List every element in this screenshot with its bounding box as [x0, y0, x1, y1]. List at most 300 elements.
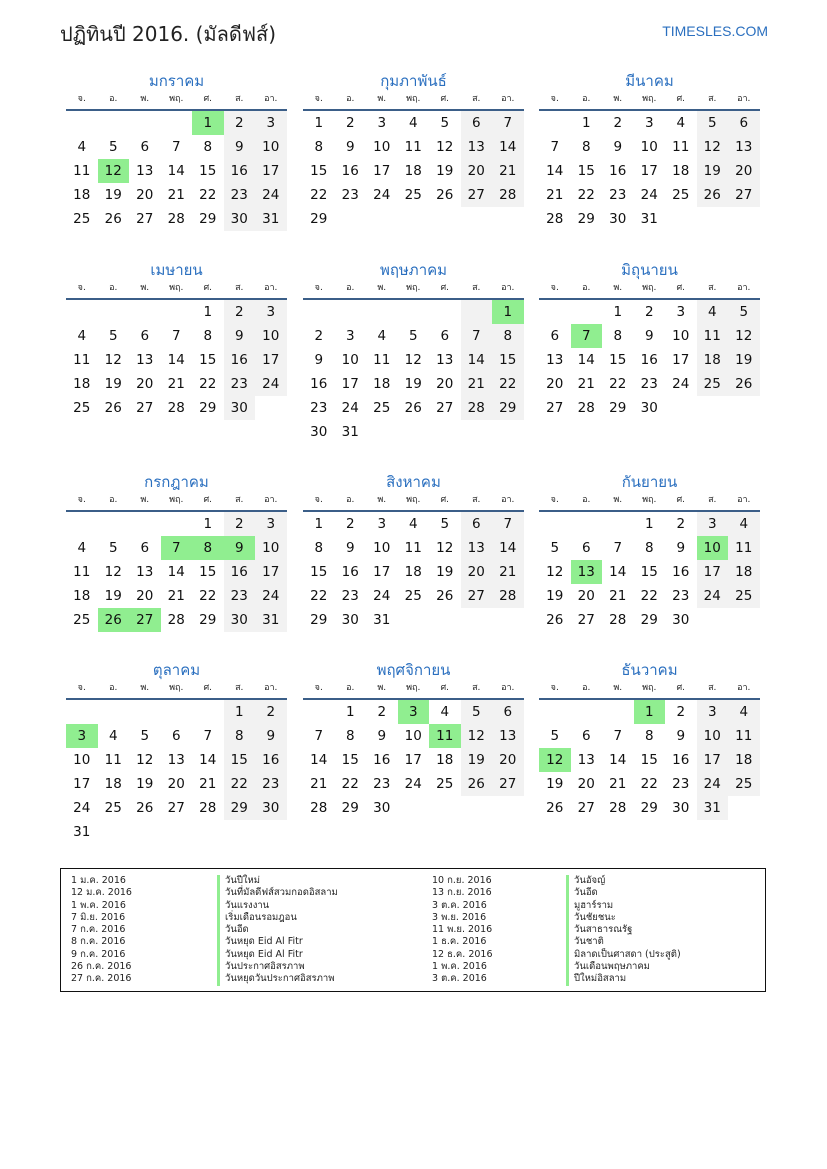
day-cell: 19	[104, 187, 122, 203]
day-cell: 7	[203, 728, 213, 744]
day-cell: 9	[314, 352, 324, 368]
day-cell: 18	[373, 376, 391, 392]
day-cell: 18	[73, 187, 91, 203]
weekday-header	[303, 494, 524, 512]
weekday-label: พฤ.	[642, 283, 657, 293]
legend-names-left	[217, 875, 338, 986]
legend-date: 8 ก.ค. 2016	[71, 936, 126, 948]
day-cell: 1	[644, 516, 654, 532]
day-cell: 2	[676, 516, 686, 532]
empty-cell	[129, 512, 161, 536]
legend-holiday-name: วันชาติ	[566, 936, 681, 948]
empty-cell	[66, 512, 98, 536]
day-cell: 5	[461, 700, 493, 724]
weekday-label: ศ.	[203, 683, 213, 693]
day-cell: 8	[203, 328, 213, 344]
day-cell: 1	[314, 115, 324, 131]
weekday-label: ส.	[708, 283, 717, 293]
day-cell: 22	[640, 776, 658, 792]
day-cell: 24	[697, 584, 729, 608]
day-cell: 1	[203, 516, 213, 532]
weekday-header	[539, 93, 760, 111]
weekday-label: พ.	[377, 94, 387, 104]
day-cell: 18	[73, 376, 91, 392]
day-cell: 30	[640, 400, 658, 416]
weekday-label: จ.	[314, 683, 323, 693]
day-cell: 21	[199, 776, 217, 792]
day-cell: 28	[167, 211, 185, 227]
day-cell: 5	[440, 516, 450, 532]
legend-date: 1 พ.ค. 2016	[432, 961, 487, 973]
weekday-label: ส.	[472, 495, 481, 505]
day-cell: 13	[436, 352, 454, 368]
weekday-label: ศ.	[203, 94, 213, 104]
day-cell: 4	[77, 540, 87, 556]
day-cell: 27	[436, 400, 454, 416]
day-cell: 4	[77, 328, 87, 344]
day-cell: 13	[492, 724, 524, 748]
day-cell: 14	[492, 135, 524, 159]
day-cell: 15	[199, 352, 217, 368]
day-cell: 17	[255, 348, 287, 372]
day-cell: 15	[609, 352, 627, 368]
day-cell: 2	[644, 304, 654, 320]
weekday-label: ศ.	[440, 283, 450, 293]
day-cell: 11	[728, 536, 760, 560]
day-cell: 25	[672, 187, 690, 203]
weekday-header	[303, 93, 524, 111]
day-cell: 14	[546, 163, 564, 179]
weekday-label: พฤ.	[642, 683, 657, 693]
weekday-header	[66, 682, 287, 700]
day-cell: 24	[672, 376, 690, 392]
day-cell: 13	[546, 352, 564, 368]
day-cell: 29	[224, 796, 256, 820]
month-block	[66, 71, 287, 231]
weekday-label: อา.	[501, 94, 515, 104]
day-cell: 15	[199, 564, 217, 580]
month-block	[66, 472, 287, 632]
holiday-legend	[60, 868, 766, 992]
month-name: พฤษภาคม	[379, 261, 448, 279]
day-cell: 20	[136, 588, 154, 604]
legend-date: 7 มิ.ย. 2016	[71, 911, 126, 923]
day-cell: 14	[609, 752, 627, 768]
day-cell: 19	[697, 159, 729, 183]
day-cell: 20	[136, 187, 154, 203]
day-cell: 7	[171, 328, 181, 344]
day-cell: 31	[373, 612, 391, 628]
day-cell: 1	[192, 111, 224, 135]
day-cell: 11	[73, 163, 91, 179]
day-cell: 11	[404, 540, 422, 556]
day-cell: 24	[73, 800, 91, 816]
day-cell: 23	[224, 372, 256, 396]
day-cell: 20	[577, 588, 595, 604]
day-cell: 1	[224, 700, 256, 724]
day-cell: 8	[224, 724, 256, 748]
weekday-label: อ.	[582, 683, 591, 693]
day-cell: 23	[373, 776, 391, 792]
weekday-label: พ.	[377, 683, 387, 693]
empty-cell	[602, 512, 634, 536]
weekday-label: อ.	[582, 283, 591, 293]
day-cell: 22	[199, 588, 217, 604]
day-cell: 22	[492, 372, 524, 396]
day-cell: 9	[644, 328, 654, 344]
legend-date: 27 ก.ค. 2016	[71, 973, 132, 985]
legend-date: 12 ธ.ค. 2016	[432, 948, 493, 960]
empty-cell	[602, 700, 634, 724]
weekday-label: พ.	[377, 495, 387, 505]
day-cell: 3	[697, 512, 729, 536]
weekday-label: พ.	[613, 683, 623, 693]
day-cell: 16	[609, 163, 627, 179]
day-cell: 16	[672, 752, 690, 768]
legend-date: 9 ก.ค. 2016	[71, 948, 126, 960]
legend-date: 1 ธ.ค. 2016	[432, 936, 487, 948]
day-cell: 4	[697, 300, 729, 324]
weekday-header	[539, 494, 760, 512]
weekday-label: อา.	[501, 495, 515, 505]
weekday-label: ศ.	[203, 283, 213, 293]
day-cell: 29	[577, 211, 595, 227]
month-name: มีนาคม	[625, 72, 674, 90]
weekday-label: อ.	[109, 495, 118, 505]
day-cell: 10	[341, 352, 359, 368]
weekday-label: จ.	[314, 495, 323, 505]
day-cell: 16	[224, 159, 256, 183]
day-cell: 24	[373, 187, 391, 203]
day-cell: 11	[73, 352, 91, 368]
day-cell: 8	[192, 536, 224, 560]
day-cell: 5	[440, 115, 450, 131]
day-cell: 7	[314, 728, 324, 744]
day-cell: 15	[310, 564, 328, 580]
weekday-label: จ.	[550, 94, 559, 104]
weekday-label: พ.	[613, 94, 623, 104]
day-cell: 6	[461, 512, 493, 536]
day-cell: 20	[546, 376, 564, 392]
day-cell: 27	[136, 400, 154, 416]
day-cell: 28	[167, 400, 185, 416]
weekday-label: จ.	[550, 683, 559, 693]
day-cell: 8	[613, 328, 623, 344]
day-cell: 26	[104, 211, 122, 227]
day-cell: 3	[377, 516, 387, 532]
brand-link[interactable]: TIMESLES.COM	[662, 23, 768, 39]
day-cell: 6	[581, 540, 591, 556]
day-cell: 4	[440, 704, 450, 720]
day-cell: 2	[676, 704, 686, 720]
day-cell: 10	[404, 728, 422, 744]
day-cell: 2	[224, 300, 256, 324]
day-cell: 2	[345, 516, 355, 532]
day-cell: 30	[224, 396, 256, 420]
weekday-label: จ.	[550, 495, 559, 505]
day-cell: 2	[345, 115, 355, 131]
month-name: กรกฎาคม	[144, 473, 209, 491]
day-cell: 6	[440, 328, 450, 344]
day-cell: 25	[404, 588, 422, 604]
month-block	[66, 660, 287, 844]
weekday-header	[66, 282, 287, 300]
weekday-label: พฤ.	[169, 94, 184, 104]
day-cell: 17	[697, 560, 729, 584]
day-cell: 5	[108, 139, 118, 155]
empty-cell	[129, 300, 161, 324]
day-cell: 9	[255, 724, 287, 748]
weekday-label: อา.	[737, 94, 751, 104]
day-cell: 14	[199, 752, 217, 768]
day-cell: 23	[255, 772, 287, 796]
day-cell: 1	[581, 115, 591, 131]
day-cell: 19	[104, 376, 122, 392]
weekday-label: อ.	[346, 94, 355, 104]
empty-cell	[303, 300, 335, 324]
day-cell: 3	[66, 724, 98, 748]
day-cell: 30	[341, 612, 359, 628]
day-cell: 18	[404, 163, 422, 179]
legend-date: 3 ต.ค. 2016	[432, 973, 487, 985]
day-cell: 31	[255, 207, 287, 231]
weekday-label: พฤ.	[169, 283, 184, 293]
day-cell: 3	[255, 300, 287, 324]
day-cell: 30	[373, 800, 391, 816]
weekday-label: ศ.	[440, 683, 450, 693]
day-cell: 17	[255, 159, 287, 183]
day-cell: 23	[672, 776, 690, 792]
legend-date: 13 ก.ย. 2016	[432, 887, 492, 899]
day-cell: 18	[104, 776, 122, 792]
day-cell: 6	[140, 139, 150, 155]
day-cell: 22	[199, 187, 217, 203]
day-cell: 26	[404, 400, 422, 416]
weekday-label: อา.	[264, 94, 278, 104]
day-cell: 16	[672, 564, 690, 580]
day-cell: 31	[697, 796, 729, 820]
legend-date: 1 พ.ค. 2016	[71, 899, 126, 911]
weekday-label: พฤ.	[642, 495, 657, 505]
day-cell: 25	[73, 400, 91, 416]
day-cell: 25	[728, 584, 760, 608]
weekday-label: จ.	[550, 283, 559, 293]
weekday-label: พฤ.	[406, 495, 421, 505]
legend-date: 7 ก.ค. 2016	[71, 924, 126, 936]
day-cell: 4	[676, 115, 686, 131]
day-cell: 1	[613, 304, 623, 320]
day-cell: 17	[73, 776, 91, 792]
empty-cell	[98, 111, 130, 135]
day-cell: 3	[676, 304, 686, 320]
weekday-label: จ.	[314, 94, 323, 104]
day-cell: 15	[640, 564, 658, 580]
day-cell: 16	[224, 348, 256, 372]
day-cell: 12	[436, 139, 454, 155]
empty-cell	[98, 300, 130, 324]
legend-date: 3 ต.ค. 2016	[432, 899, 487, 911]
day-cell: 6	[140, 328, 150, 344]
month-block	[303, 260, 524, 444]
day-cell: 4	[408, 516, 418, 532]
month-block	[66, 260, 287, 420]
day-cell: 8	[203, 139, 213, 155]
day-cell: 2	[224, 512, 256, 536]
day-cell: 18	[436, 752, 454, 768]
month-name: กันยายน	[621, 473, 678, 491]
empty-cell	[161, 111, 193, 135]
weekday-label: อ.	[109, 683, 118, 693]
month-block	[303, 660, 524, 820]
day-cell: 21	[492, 560, 524, 584]
day-cell: 27	[492, 772, 524, 796]
day-cell: 8	[581, 139, 591, 155]
day-cell: 15	[577, 163, 595, 179]
day-cell: 11	[672, 139, 690, 155]
day-cell: 20	[136, 376, 154, 392]
day-cell: 8	[644, 728, 654, 744]
day-cell: 5	[728, 300, 760, 324]
empty-cell	[571, 700, 603, 724]
empty-cell	[161, 700, 193, 724]
empty-cell	[571, 300, 603, 324]
day-cell: 17	[697, 748, 729, 772]
day-cell: 14	[167, 564, 185, 580]
day-cell: 21	[577, 376, 595, 392]
day-cell: 13	[461, 536, 493, 560]
day-grid	[303, 512, 524, 632]
weekday-label: พ.	[140, 495, 150, 505]
day-cell: 28	[609, 800, 627, 816]
weekday-header	[539, 282, 760, 300]
day-cell: 20	[167, 776, 185, 792]
legend-date: 11 พ.ย. 2016	[432, 924, 493, 936]
day-cell: 7	[492, 512, 524, 536]
day-cell: 17	[640, 163, 658, 179]
legend-holiday-name: วันหยุด Eid Al Fitr	[217, 949, 338, 961]
day-cell: 1	[634, 700, 666, 724]
weekday-label: ส.	[708, 495, 717, 505]
day-cell: 31	[73, 824, 91, 840]
legend-holiday-name: มิลาดเป็นศาสดา (ประสูติ)	[566, 949, 681, 961]
day-cell: 19	[728, 348, 760, 372]
day-cell: 29	[199, 400, 217, 416]
day-cell: 30	[224, 207, 256, 231]
weekday-label: อ.	[582, 495, 591, 505]
day-cell: 15	[492, 348, 524, 372]
day-cell: 9	[224, 135, 256, 159]
day-cell: 12	[136, 752, 154, 768]
empty-cell	[66, 300, 98, 324]
weekday-label: จ.	[77, 94, 86, 104]
day-grid	[539, 111, 760, 231]
day-cell: 19	[436, 163, 454, 179]
day-cell: 22	[341, 776, 359, 792]
weekday-label: พ.	[140, 94, 150, 104]
legend-holiday-name: เริ่มเดือนรอมฎอน	[217, 912, 338, 924]
weekday-label: อา.	[501, 283, 515, 293]
legend-holiday-name: วันหยุด Eid Al Fitr	[217, 936, 338, 948]
day-cell: 23	[224, 584, 256, 608]
day-cell: 4	[77, 139, 87, 155]
day-cell: 10	[255, 324, 287, 348]
day-cell: 30	[310, 424, 328, 440]
empty-cell	[98, 700, 130, 724]
day-cell: 14	[492, 536, 524, 560]
weekday-label: ส.	[472, 283, 481, 293]
day-cell: 7	[492, 111, 524, 135]
day-cell: 13	[461, 135, 493, 159]
day-cell: 25	[728, 772, 760, 796]
day-cell: 4	[408, 115, 418, 131]
day-cell: 11	[104, 752, 122, 768]
day-cell: 3	[377, 115, 387, 131]
day-cell: 23	[640, 376, 658, 392]
day-cell: 20	[492, 748, 524, 772]
weekday-label: พฤ.	[169, 495, 184, 505]
day-grid	[303, 300, 524, 444]
day-cell: 29	[310, 612, 328, 628]
day-cell: 27	[577, 800, 595, 816]
day-cell: 28	[609, 612, 627, 628]
day-cell: 13	[136, 163, 154, 179]
day-cell: 15	[310, 163, 328, 179]
day-cell: 7	[550, 139, 560, 155]
day-cell: 23	[224, 183, 256, 207]
day-cell: 9	[676, 540, 686, 556]
day-cell: 31	[640, 211, 658, 227]
empty-cell	[98, 512, 130, 536]
day-cell: 16	[373, 752, 391, 768]
day-cell: 21	[167, 376, 185, 392]
weekday-label: อ.	[346, 495, 355, 505]
empty-cell	[129, 700, 161, 724]
weekday-label: พ.	[140, 283, 150, 293]
day-cell: 20	[461, 560, 493, 584]
day-cell: 27	[546, 400, 564, 416]
weekday-label: พฤ.	[169, 683, 184, 693]
legend-holiday-name: วันหยุดวันประกาศอิสรภาพ	[217, 973, 338, 985]
day-cell: 9	[377, 728, 387, 744]
day-cell: 26	[104, 400, 122, 416]
month-name: กุมภาพันธ์	[380, 72, 447, 90]
legend-holiday-name: วันแรงงาน	[217, 900, 338, 912]
empty-cell	[539, 700, 571, 724]
legend-date: 26 ก.ค. 2016	[71, 961, 132, 973]
day-cell: 8	[314, 139, 324, 155]
day-cell: 11	[73, 564, 91, 580]
weekday-label: อ.	[346, 683, 355, 693]
day-cell: 17	[341, 376, 359, 392]
day-cell: 29	[199, 612, 217, 628]
weekday-label: พ.	[140, 683, 150, 693]
day-cell: 5	[408, 328, 418, 344]
day-cell: 23	[341, 588, 359, 604]
empty-cell	[192, 700, 224, 724]
weekday-label: จ.	[314, 283, 323, 293]
day-cell: 29	[492, 396, 524, 420]
day-cell: 15	[199, 163, 217, 179]
day-cell: 28	[492, 584, 524, 608]
day-cell: 22	[609, 376, 627, 392]
day-cell: 7	[171, 139, 181, 155]
legend-holiday-name: วันสาธารณรัฐ	[566, 924, 681, 936]
legend-holiday-name: วันที่มัลดีฟส์สวมกอดอิสลาม	[217, 887, 338, 899]
day-cell: 26	[728, 372, 760, 396]
legend-holiday-name: วันเดือนพฤษภาคม	[566, 961, 681, 973]
day-cell: 10	[73, 752, 91, 768]
day-cell: 23	[609, 187, 627, 203]
